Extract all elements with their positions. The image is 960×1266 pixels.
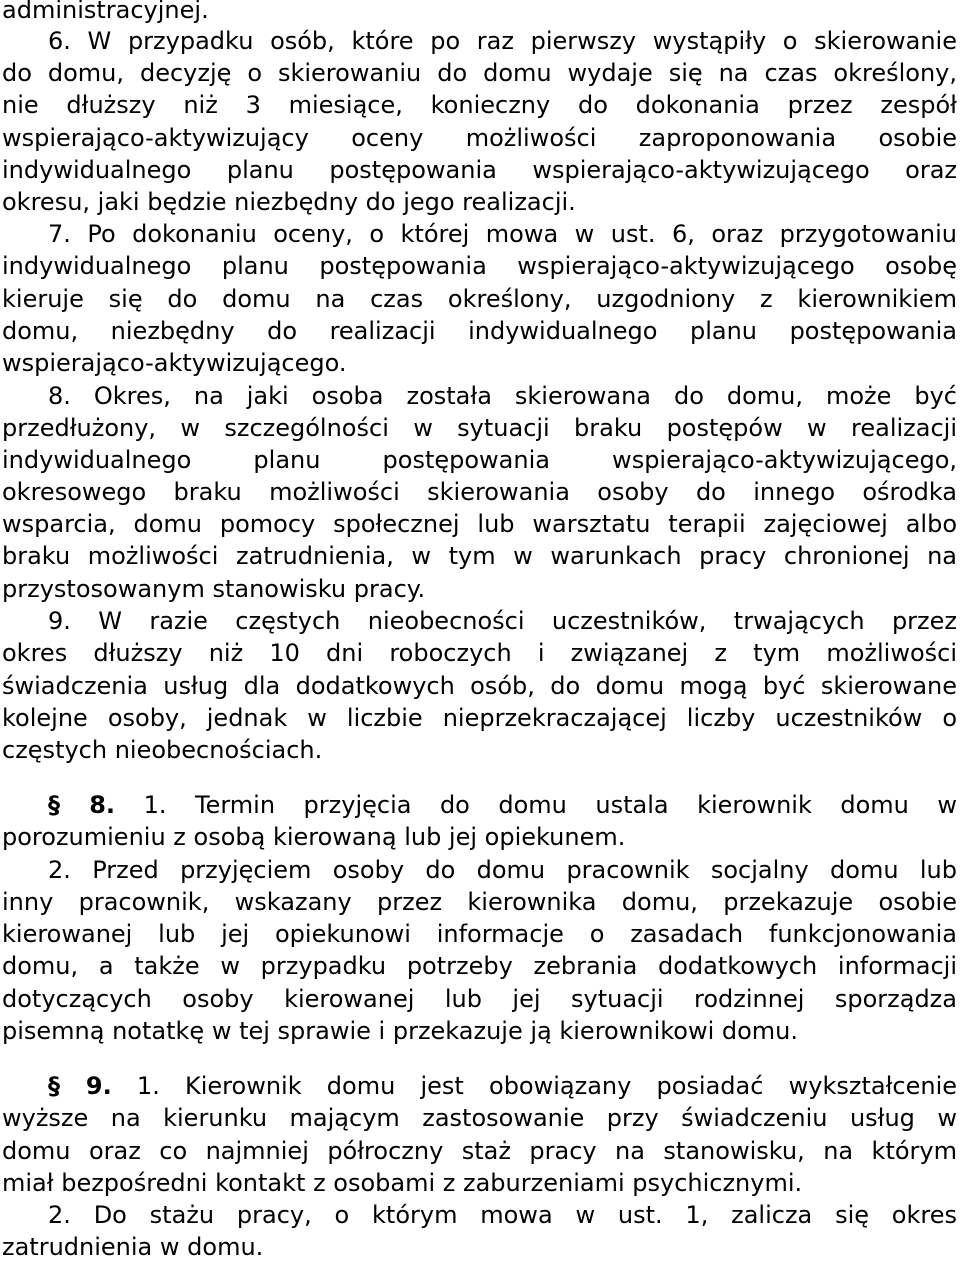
line-text: 2. Przed przyjęciem osoby do domu pracownik socjalny domu lub	[48, 856, 957, 884]
line-text: do domu, decyzję o skierowaniu do domu wydaje się na czas określony,	[2, 59, 957, 87]
text-line	[2, 285, 957, 313]
text-line	[2, 59, 957, 87]
line-text: kieruje się do domu na czas określony, uzgodniony z kierownikiem	[2, 285, 957, 313]
text-line	[2, 252, 957, 280]
text-line	[48, 27, 957, 55]
line-text: domu, niezbędny do realizacji indywidualnego planu postępowania	[2, 317, 957, 345]
text-line	[48, 220, 957, 248]
line-text: indywidualnego planu postępowania wspierająco-aktywizującego oraz	[2, 156, 957, 184]
text-line	[2, 349, 347, 377]
text-line	[2, 446, 957, 474]
line-text: 7. Po dokonaniu oceny, o której mowa w ust. 6, oraz przygotowaniu	[48, 220, 957, 248]
line-text: okresu, jaki będzie niezbędny do jego realizacji.	[2, 188, 576, 216]
text-line	[2, 1169, 802, 1197]
line-text: wspierająco-aktywizujący oceny możliwości zaproponowania osobie	[2, 124, 957, 152]
text-line	[2, 0, 209, 24]
text-line	[2, 672, 957, 700]
line-text: 2. Do stażu pracy, o którym mowa w ust. 1, zalicza się okres	[48, 1201, 957, 1229]
line-text: świadczenia usług dla dodatkowych osób, do domu mogą być skierowane	[2, 672, 957, 700]
line-text: kolejne osoby, jednak w liczbie nieprzekraczającej liczby uczestników o	[2, 704, 957, 732]
line-text: kierowanej lub jej opiekunowi informacje o zasadach funkcjonowania	[2, 920, 957, 948]
line-text: wspierająco-aktywizującego.	[2, 349, 347, 377]
line-text: porozumieniu z osobą kierowaną lub jej opiekunem.	[2, 823, 626, 851]
text-line	[2, 736, 322, 764]
line-text: pisemną notatkę w tej sprawie i przekazuje ją kierownikowi domu.	[2, 1017, 799, 1045]
text-line	[2, 888, 957, 916]
text-line	[2, 1017, 798, 1045]
text-line	[2, 91, 957, 119]
line-text: braku możliwości zatrudnienia, w tym w warunkach pracy chronionej na	[2, 542, 957, 570]
text-line	[2, 188, 576, 216]
line-text: przystosowanym stanowisku pracy.	[2, 575, 426, 603]
text-line	[2, 542, 957, 570]
line-text: 1. Termin przyjęcia do domu ustala kierownik domu w	[143, 791, 958, 819]
text-line	[2, 823, 625, 851]
text-line	[2, 1233, 263, 1261]
line-text: inny pracownik, wskazany przez kierownika domu, przekazuje osobie	[2, 888, 957, 916]
line-text: 1. Kierownik domu jest obowiązany posiadać wykształcenie	[136, 1072, 957, 1100]
line-text: nie dłuższy niż 3 miesiące, konieczny do dokonania przez zespół	[2, 91, 957, 119]
text-line	[2, 575, 425, 603]
section-number: § 8.	[48, 791, 116, 819]
text-line	[2, 1137, 957, 1165]
line-text: administracyjnej.	[2, 0, 209, 24]
text-line	[48, 607, 957, 635]
line-text: okresowego braku możliwości skierowania osoby do innego ośrodka	[2, 478, 957, 506]
text-line	[2, 478, 957, 506]
text-line	[2, 704, 957, 732]
line-text: dotyczących osoby kierowanej lub jej sytuacji rodzinnej sporządza	[2, 985, 957, 1013]
line-text: indywidualnego planu postępowania wspierająco-aktywizującego osobę	[2, 252, 957, 280]
text-line	[2, 985, 957, 1013]
text-line	[2, 639, 957, 667]
line-text: 9. W razie częstych nieobecności uczestników, trwających przez	[48, 607, 957, 635]
line-text: wsparcia, domu pomocy społecznej lub warsztatu terapii zajęciowej albo	[2, 510, 957, 538]
text-line	[2, 510, 957, 538]
line-text: domu oraz co najmniej półroczny staż pracy na stanowisku, na którym	[2, 1137, 957, 1165]
text-line	[48, 1201, 957, 1229]
text-line	[2, 952, 957, 980]
line-text: przedłużony, w szczególności w sytuacji braku postępów w realizacji	[2, 414, 957, 442]
line-text: domu, a także w przypadku potrzeby zebrania dodatkowych informacji	[2, 952, 957, 980]
line-text: częstych nieobecnościach.	[2, 736, 323, 764]
line-text: wyższe na kierunku mającym zastosowanie przy świadczeniu usług w	[2, 1104, 957, 1132]
line-text: okres dłuższy niż 10 dni roboczych i związanej z tym możliwości	[2, 639, 957, 667]
line-text: indywidualnego planu postępowania wspierająco-aktywizującego,	[2, 446, 957, 474]
text-line	[48, 791, 957, 819]
text-line	[48, 382, 957, 410]
line-text: 6. W przypadku osób, które po raz pierwszy wystąpiły o skierowanie	[48, 27, 957, 55]
line-text: 8. Okres, na jaki osoba została skierowana do domu, może być	[48, 382, 957, 410]
text-line	[48, 856, 957, 884]
text-line	[2, 1104, 957, 1132]
section-number: § 9.	[48, 1072, 112, 1100]
text-line	[2, 156, 957, 184]
text-line	[2, 414, 957, 442]
line-text: zatrudnienia w domu.	[2, 1233, 264, 1261]
text-line	[2, 124, 957, 152]
text-line	[48, 1072, 957, 1100]
line-text: miał bezpośredni kontakt z osobami z zaburzeniami psychicznymi.	[2, 1169, 803, 1197]
text-line	[2, 920, 957, 948]
text-line	[2, 317, 957, 345]
